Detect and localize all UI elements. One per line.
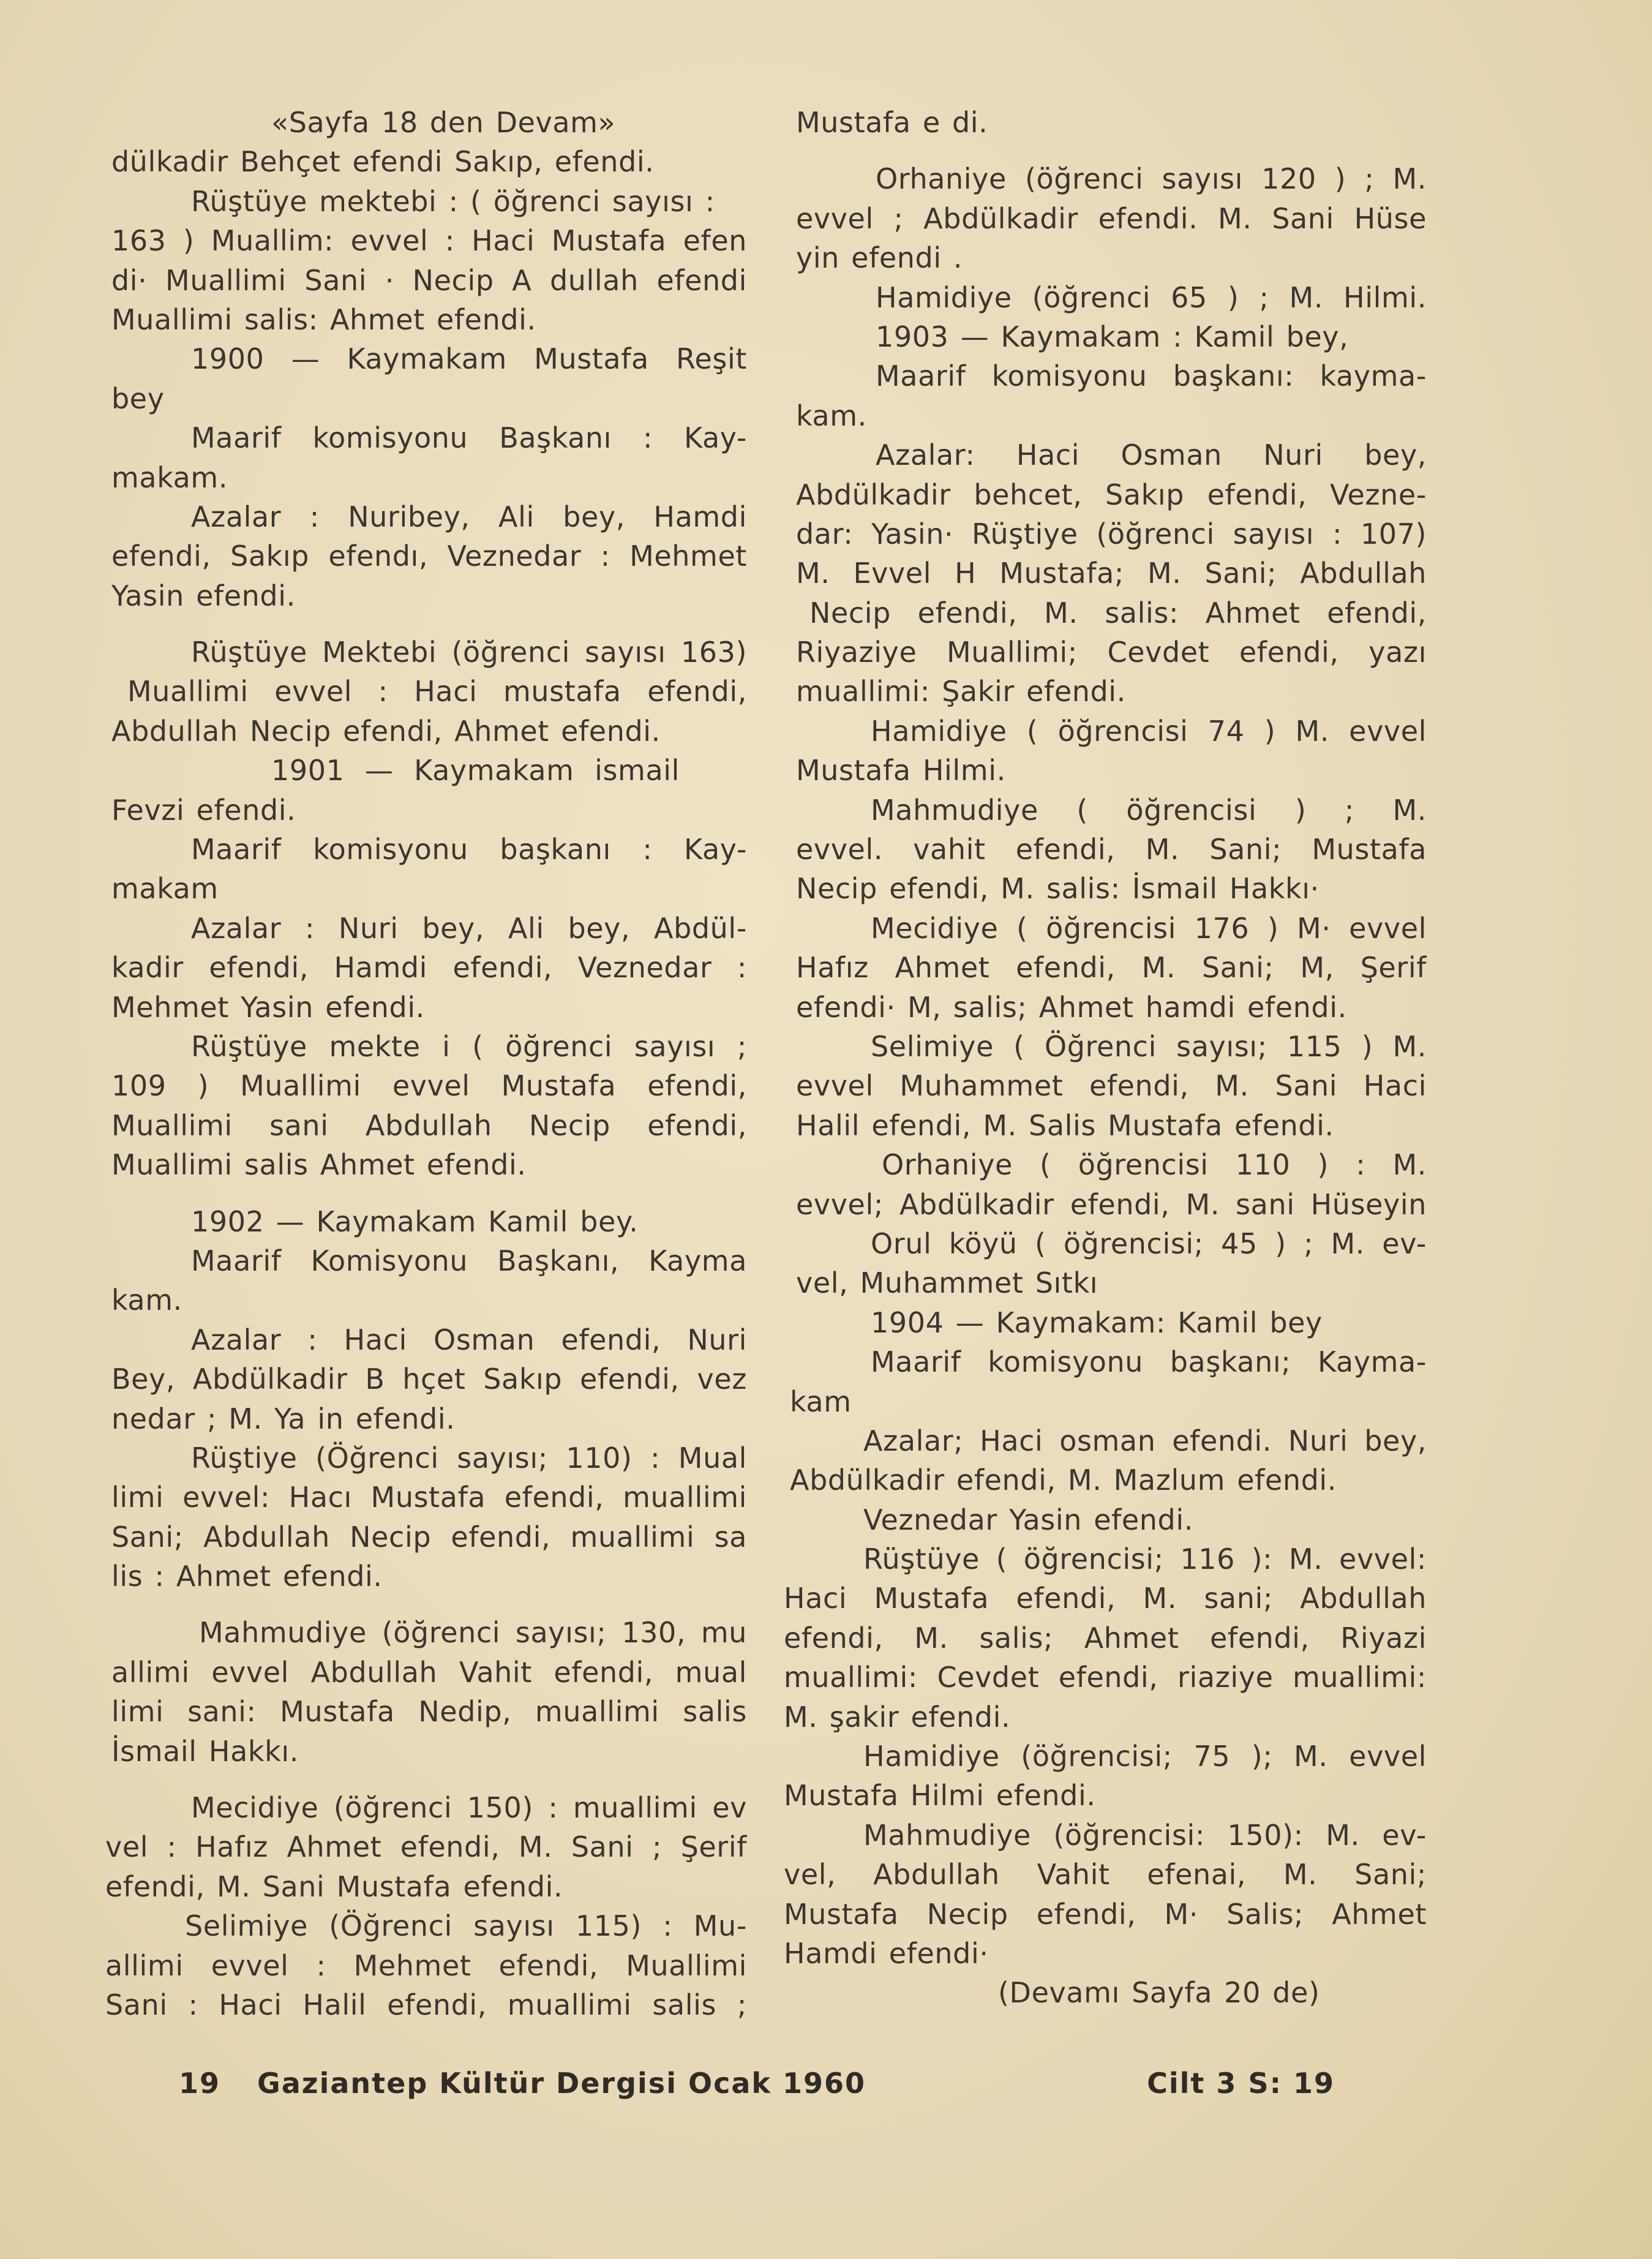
text-line: Selimiye ( Öğrenci sayısı; 115 ) M.: [871, 1029, 1427, 1063]
text-line: vel, Muhammet Sıtkı: [796, 1266, 1098, 1300]
text-line: Hafız Ahmet efendi, M. Sani; M, Şerif: [796, 951, 1427, 985]
text-line: Azalar: Haci Osman Nuri bey,: [876, 438, 1427, 472]
text-line: yin efendi .: [796, 241, 963, 275]
text-line: lis : Ahmet efendi.: [111, 1560, 383, 1593]
text-line: evvel; Abdülkadir efendi, M. sani Hüseyin: [796, 1187, 1427, 1221]
text-line: Muallimi salis Ahmet efendi.: [111, 1148, 527, 1182]
text-line: Maarif komisyonu Başkanı : Kay-: [191, 421, 747, 455]
text-line: Veznedar Yasin efendi.: [863, 1503, 1193, 1536]
text-line: kam.: [796, 399, 867, 432]
text-line: Yasin efendi.: [111, 579, 296, 612]
text-line: Maarif komisyonu başkanı; Kayma-: [871, 1345, 1427, 1379]
text-line: vel : Hafız Ahmet efendi, M. Sani ; Şerif: [105, 1830, 747, 1864]
text-line: Halil efendi, M. Salis Mustafa efendi.: [796, 1108, 1334, 1142]
text-line: Mustafa e di.: [796, 106, 988, 139]
text-line: kam: [790, 1385, 852, 1418]
text-line: limi sani: Mustafa Nedip, muallimi salis: [111, 1695, 747, 1729]
text-line: Sani : Haci Halil efendi, muallimi salis ;: [105, 1988, 747, 2021]
text-line: Fevzi efendi.: [111, 793, 296, 827]
text-line: evvel ; Abdülkadir efendi. M. Sani Hüse: [796, 201, 1427, 235]
text-line: efendi, M. Sani Mustafa efendi.: [105, 1870, 563, 1903]
text-line: Maarif Komisyonu Başkanı, Kayma: [191, 1244, 747, 1277]
text-line: Muallimi evvel : Haci mustafa efendi,: [127, 675, 747, 709]
text-line: Mecidiye (öğrenci 150) : muallimi ev: [191, 1791, 747, 1825]
text-line: Mustafa Hilmi.: [796, 754, 1006, 787]
text-line: efendi· M, salis; Ahmet hamdi efendi.: [796, 990, 1347, 1024]
text-line: Abdullah Necip efendi, Ahmet efendi.: [111, 714, 661, 748]
text-line: Mehmet Yasin efendi.: [111, 990, 425, 1024]
text-line: Riyaziye Muallimi; Cevdet efendi, yazı: [796, 636, 1427, 669]
text-line: Necip efendi, M. salis: İsmail Hakkı·: [796, 872, 1320, 906]
text-line: Rüştüye mekte i ( öğrenci sayısı ;: [191, 1029, 747, 1063]
text-line: efendi, M. salis; Ahmet efendi, Riyazi: [784, 1621, 1427, 1655]
text-line: limi evvel: Hacı Mustafa efendi, muallimi: [111, 1481, 747, 1514]
text-line: Mahmudiye (öğrenci sayısı; 130, mu: [199, 1616, 747, 1650]
text-line: Orhaniye ( öğrencisi 110 ) : M.: [882, 1148, 1427, 1182]
text-line: vel, Abdullah Vahit efenai, M. Sani;: [784, 1858, 1427, 1892]
text-line: 1904 — Kaymakam: Kamil bey: [871, 1306, 1323, 1339]
text-line: Orul köyü ( öğrencisi; 45 ) ; M. ev-: [871, 1227, 1427, 1260]
page-footer: [179, 2067, 1335, 2100]
text-line: M. şakir efendi.: [784, 1700, 1011, 1734]
text-line: dülkadir Behçet efendi Sakıp, efendi.: [111, 145, 655, 179]
text-line: Hamidiye (öğrenci 65 ) ; M. Hilmi.: [876, 280, 1427, 314]
text-line: allimi evvel Abdullah Vahit efendi, mual: [111, 1655, 747, 1689]
text-line: Necip efendi, M. salis: Ahmet efendi,: [809, 596, 1427, 630]
text-line: 1901 — Kaymakam ismail: [271, 754, 680, 787]
text-line: Hamidiye (öğrencisi; 75 ); M. evvel: [863, 1740, 1427, 1773]
text-line: makam: [111, 872, 219, 906]
text-line: kadir efendi, Hamdi efendi, Veznedar :: [111, 951, 747, 985]
text-line: Mecidiye ( öğrencisi 176 ) M· evvel: [871, 911, 1427, 945]
text-line: Rüştüye Mektebi (öğrenci sayısı 163): [191, 636, 747, 669]
text-line: Rüştüye mektebi : ( öğrenci sayısı :: [191, 184, 715, 218]
text-line: İsmail Hakkı.: [111, 1734, 299, 1768]
text-line: efendi, Sakıp efendı, Veznedar : Mehmet: [111, 539, 747, 573]
text-line: Orhaniye (öğrenci sayısı 120 ) ; M.: [876, 162, 1427, 196]
text-line: Rüştiye (Öğrenci sayısı; 110) : Mual: [191, 1441, 747, 1475]
text-line: Muallimi sani Abdullah Necip efendi,: [111, 1108, 747, 1142]
text-line: 163 ) Muallim: evvel : Haci Mustafa efen: [111, 224, 747, 258]
journal-title: Gaziantep Kültür Dergisi Ocak 1960: [257, 2067, 866, 2100]
text-line: makam.: [111, 460, 228, 494]
text-line: Mahmudiye (öğrencisi: 150): M. ev-: [863, 1818, 1427, 1852]
text-line: Mahmudiye ( öğrencisi ) ; M.: [871, 793, 1427, 827]
text-line: muallimi: Cevdet efendi, riaziye muallimi:: [784, 1661, 1427, 1694]
text-line: Haci Mustafa efendi, M. sani; Abdullah: [784, 1582, 1427, 1615]
text-line: Azalar : Nuri bey, Ali bey, Abdül-: [191, 911, 747, 945]
text-line: 1900 — Kaymakam Mustafa Reşit: [191, 342, 747, 376]
text-line: muallimi: Şakir efendi.: [796, 675, 1126, 709]
text-line: Azalar : Haci Osman efendi, Nuri: [191, 1323, 747, 1356]
text-line: Sani; Abdullah Necip efendi, muallimi sa: [111, 1520, 747, 1554]
text-line: evvel. vahit efendi, M. Sani; Mustafa: [796, 833, 1427, 866]
right-column: [784, 103, 1427, 2013]
text-line: Muallimi salis: Ahmet efendi.: [111, 303, 536, 336]
text-line: Mustafa Necip efendi, M· Salis; Ahmet: [784, 1897, 1427, 1931]
volume-issue: Cilt 3 S: 19: [1147, 2067, 1335, 2100]
text-line: 109 ) Muallimi evvel Mustafa efendi,: [111, 1069, 747, 1103]
text-line: dar: Yasin· Rüştiye (öğrenci sayısı : 107): [796, 517, 1427, 551]
text-line: Maarif komisyonu başkanı : Kay-: [191, 833, 747, 866]
text-line: nedar ; M. Ya in efendi.: [111, 1402, 456, 1435]
continued-on-note: (Devamı Sayfa 20 de): [998, 1976, 1320, 2010]
text-line: 1903 — Kaymakam : Kamil bey,: [876, 320, 1349, 353]
text-line: Bey, Abdülkadir B hçet Sakıp efendi, vez: [111, 1363, 747, 1396]
text-line: evvel Muhammet efendi, M. Sani Haci: [796, 1069, 1427, 1103]
left-column: [98, 103, 747, 2024]
text-line: Mustafa Hilmi efendi.: [784, 1779, 1096, 1813]
continued-from-note: «Sayfa 18 den Devam»: [271, 106, 616, 139]
text-line: Azalar; Haci osman efendi. Nuri bey,: [863, 1424, 1427, 1457]
text-line: M. Evvel H Mustafa; M. Sani; Abdullah: [796, 557, 1427, 590]
text-line: 1902 — Kaymakam Kamil bey.: [191, 1205, 639, 1238]
page-number: 19: [179, 2067, 221, 2100]
text-line: Maarif komisyonu başkanı: kayma-: [876, 359, 1427, 393]
text-line: Rüştüye ( öğrencisi; 116 ): M. evvel:: [863, 1543, 1427, 1576]
text-line: Hamdi efendi·: [784, 1936, 989, 1970]
text-line: Abdülkadir behcet, Sakıp efendi, Vezne-: [796, 478, 1427, 511]
text-line: allimi evvel : Mehmet efendi, Muallimi: [105, 1949, 747, 1982]
text-line: Azalar : Nuribey, Ali bey, Hamdi: [191, 500, 747, 533]
text-line: Selimiye (Öğrenci sayısı 115) : Mu-: [185, 1909, 747, 1943]
text-line: di· Muallimi Sani · Necip A dullah efendi: [111, 263, 747, 297]
text-line: Hamidiye ( öğrencisi 74 ) M. evvel: [871, 714, 1427, 748]
text-line: kam.: [111, 1284, 182, 1317]
text-line: Abdülkadir efendi, M. Mazlum efendi.: [790, 1464, 1337, 1497]
text-line: bey: [111, 382, 165, 415]
